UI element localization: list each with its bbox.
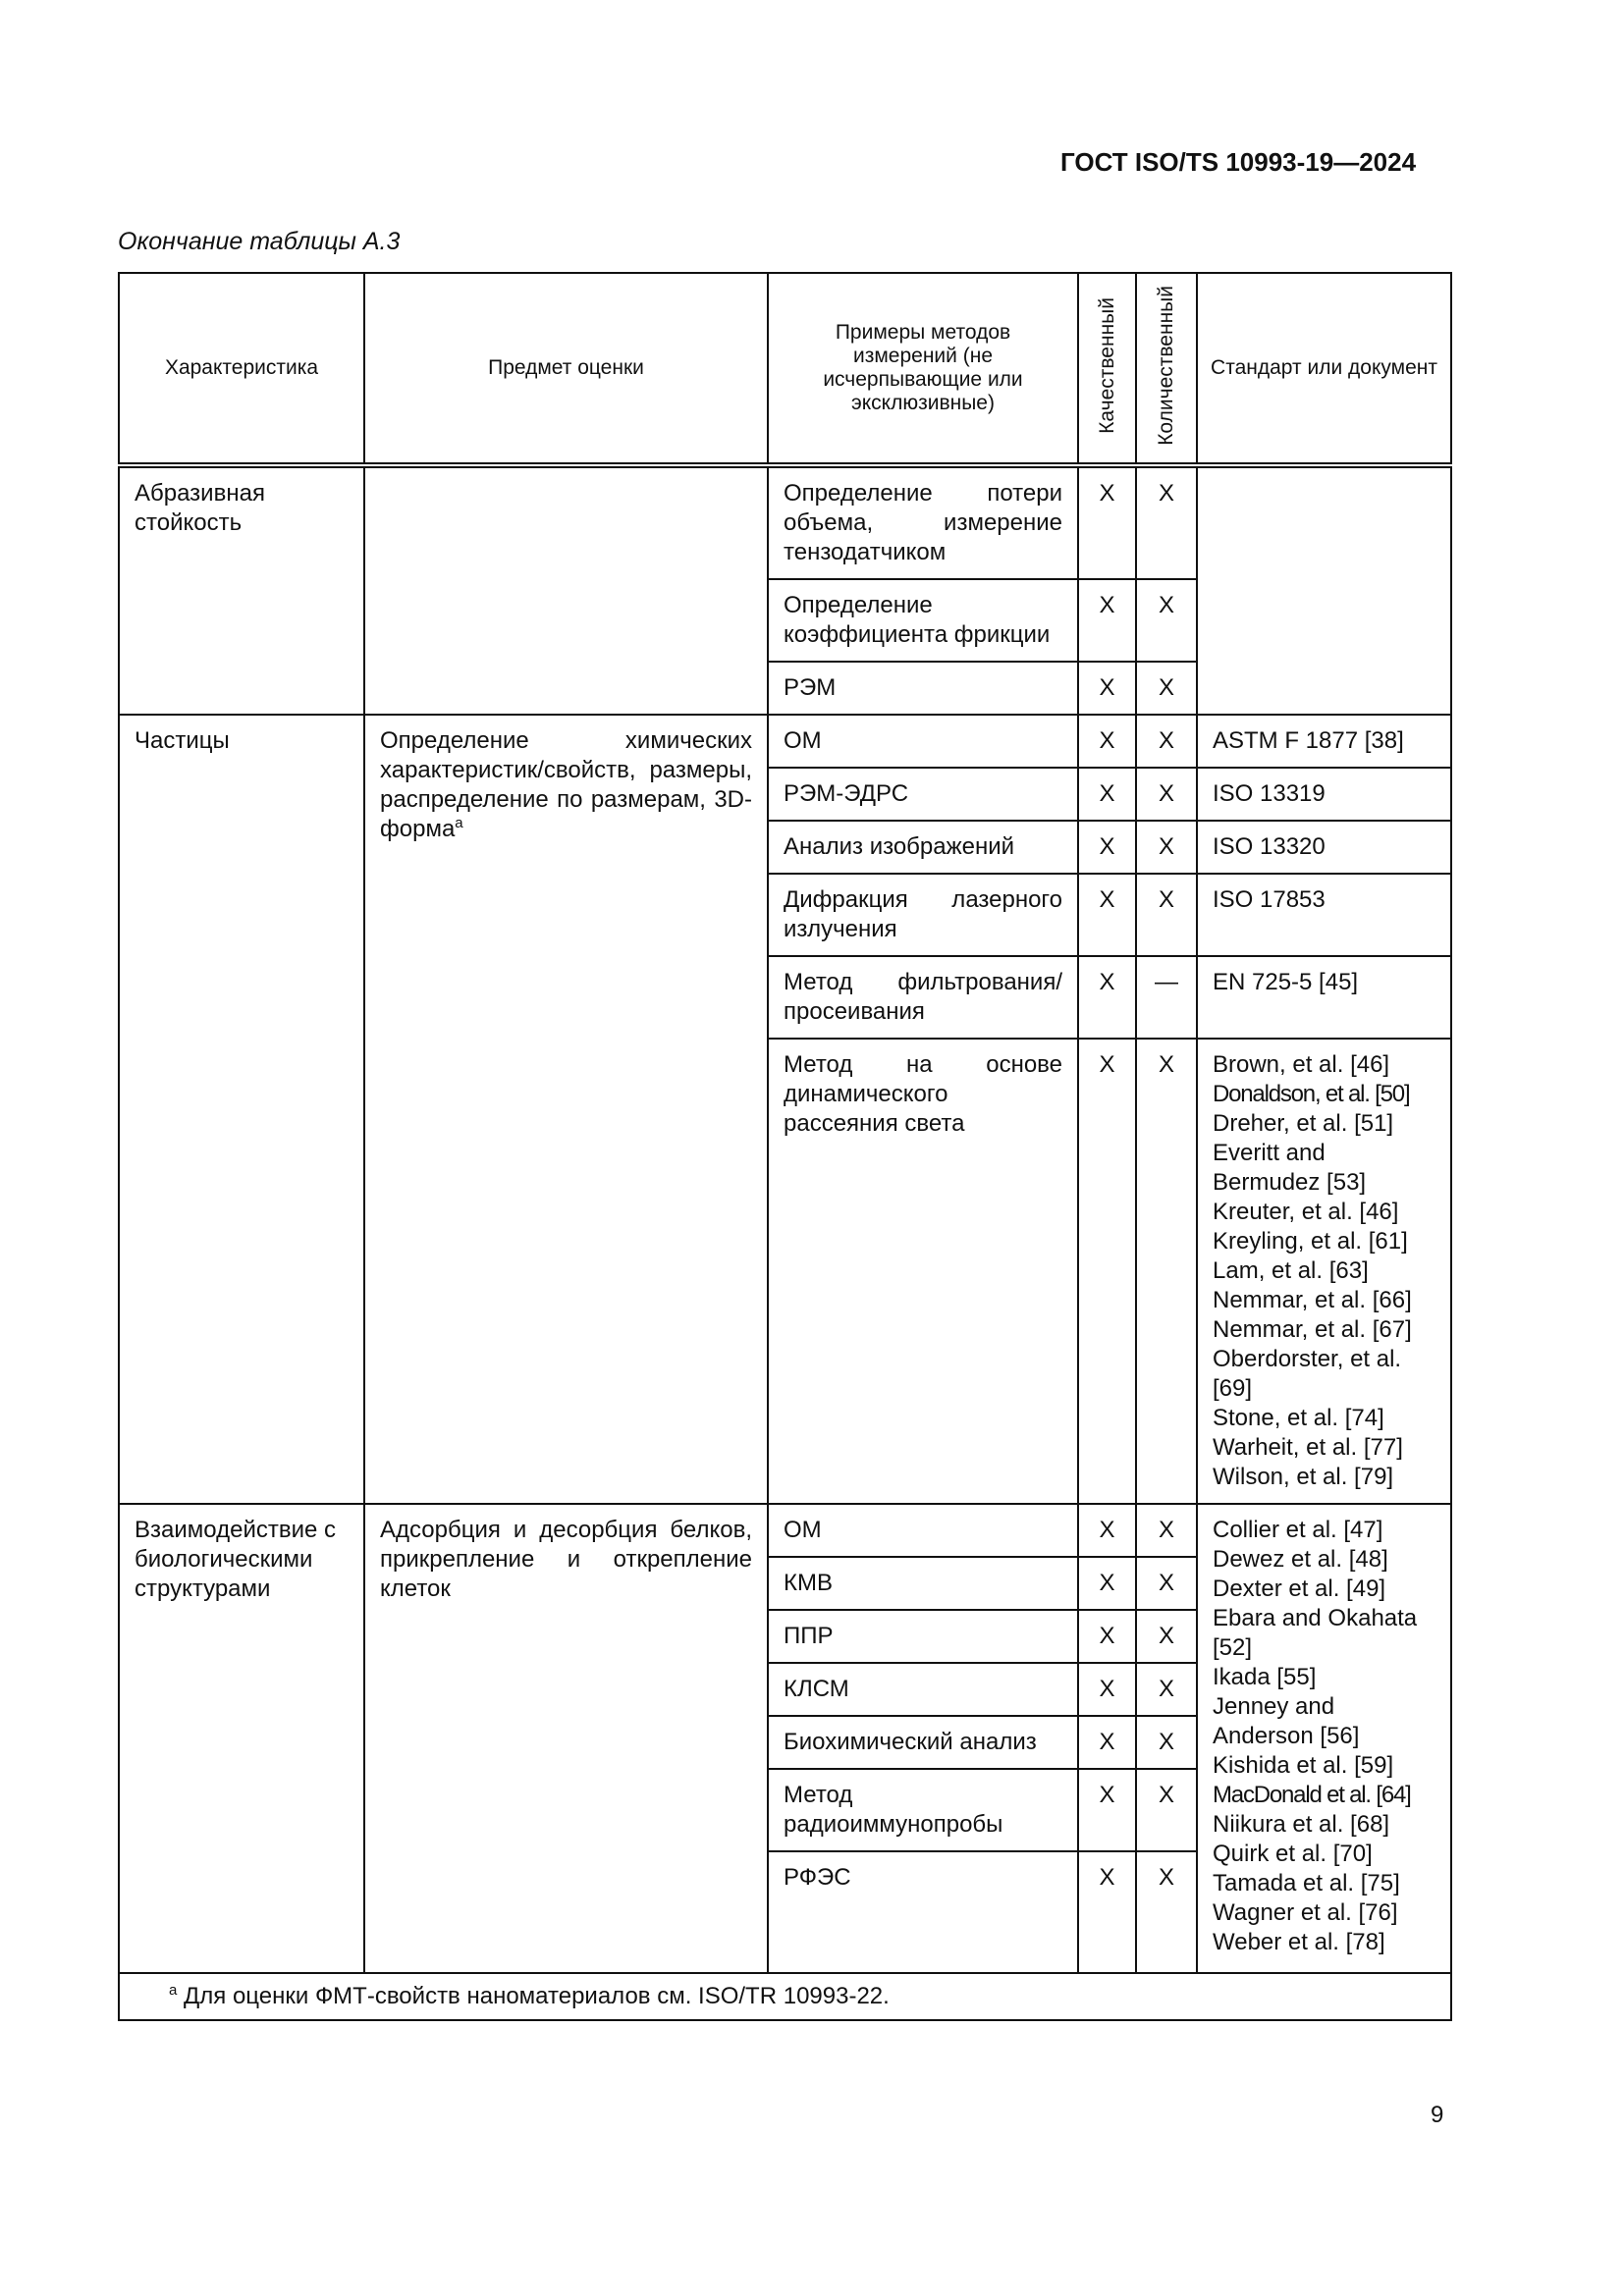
reference-item: Lam, et al. [63]: [1213, 1257, 1369, 1284]
col-header-qualitative-text: Качественный: [1095, 296, 1118, 434]
quantitative-mark: X: [1136, 821, 1197, 874]
quantitative-mark: X: [1136, 465, 1197, 579]
method-cell: Определение коэффициента фрикции: [768, 579, 1078, 662]
standard-cell: [1197, 465, 1451, 715]
method-cell: ППР: [768, 1610, 1078, 1663]
standard-cell: ASTM F 1877 [38]: [1197, 715, 1451, 768]
reference-item: Wilson, et al. [79]: [1213, 1464, 1394, 1490]
footnote-text: Для оценки ФМТ-свойств наноматериалов см. ISO/TR 10993-22.: [184, 1983, 890, 2009]
reference-item: Warheit, et al. [77]: [1213, 1434, 1403, 1461]
method-cell: РЭМ: [768, 662, 1078, 715]
reference-item: Weber et al. [78]: [1213, 1929, 1385, 1955]
reference-item: Brown, et al. [46]: [1213, 1051, 1390, 1078]
qualitative-mark: X: [1078, 1851, 1136, 1973]
reference-item: Kreyling, et al. [61]: [1213, 1228, 1408, 1255]
quantitative-mark: X: [1136, 1663, 1197, 1716]
reference-item: MacDonald et al. [64]: [1213, 1782, 1411, 1808]
quantitative-mark: X: [1136, 874, 1197, 956]
characteristic-cell: Абразивная стойкость: [119, 465, 364, 715]
reference-item: Dreher, et al. [51]: [1213, 1110, 1394, 1137]
reference-item: Niikura et al. [68]: [1213, 1811, 1390, 1838]
table-a3: [118, 272, 1452, 2021]
qualitative-mark: X: [1078, 768, 1136, 821]
reference-item: Ikada [55]: [1213, 1664, 1317, 1690]
table-row: [119, 715, 1451, 768]
method-cell: РЭМ-ЭДРС: [768, 768, 1078, 821]
qualitative-mark: X: [1078, 1610, 1136, 1663]
quantitative-mark: X: [1136, 1716, 1197, 1769]
table-header-row: [119, 273, 1451, 465]
standard-cell: ISO 17853: [1197, 874, 1451, 956]
method-cell: ОМ: [768, 715, 1078, 768]
method-cell: ОМ: [768, 1504, 1078, 1557]
col-header-quantitative-text: Количественный: [1155, 285, 1177, 446]
reference-item: Nemmar, et al. [67]: [1213, 1316, 1412, 1343]
subject-cell: [364, 465, 768, 715]
reference-item: Collier et al. [47]: [1213, 1517, 1383, 1543]
standard-cell: [1197, 1504, 1451, 1973]
reference-item: Kreuter, et al. [46]: [1213, 1199, 1399, 1225]
qualitative-mark: X: [1078, 1504, 1136, 1557]
qualitative-mark: X: [1078, 874, 1136, 956]
method-cell: Биохимический анализ: [768, 1716, 1078, 1769]
col-header-qualitative: [1078, 273, 1136, 465]
method-cell: Метод радиоиммунопробы: [768, 1769, 1078, 1851]
reference-item: Dewez et al. [48]: [1213, 1546, 1388, 1573]
qualitative-mark: X: [1078, 821, 1136, 874]
quantitative-mark: X: [1136, 715, 1197, 768]
reference-item: Dexter et al. [49]: [1213, 1575, 1386, 1602]
col-header-subject: Предмет оценки: [364, 273, 768, 465]
method-cell: КМВ: [768, 1557, 1078, 1610]
standard-cell: [1197, 1039, 1451, 1504]
qualitative-mark: X: [1078, 579, 1136, 662]
footnote-marker: а: [169, 1982, 178, 1999]
quantitative-mark: X: [1136, 579, 1197, 662]
method-cell: КЛСМ: [768, 1663, 1078, 1716]
table-row: [119, 1504, 1451, 1557]
col-header-standard: Стандарт или документ: [1197, 273, 1451, 465]
qualitative-mark: X: [1078, 715, 1136, 768]
reference-item: Jenney and Anderson [56]: [1213, 1693, 1360, 1749]
page-number: 9: [1431, 2102, 1444, 2128]
reference-item: Quirk et al. [70]: [1213, 1841, 1373, 1867]
reference-item: Tamada et al. [75]: [1213, 1870, 1400, 1896]
table-caption: Окончание таблицы А.3: [118, 228, 401, 255]
characteristic-cell: Частицы: [119, 715, 364, 1504]
subject-text: Определение химических характеристик/свойств, размеры, распределение по размерам, 3D-форма: [380, 727, 752, 842]
qualitative-mark: X: [1078, 1039, 1136, 1504]
col-header-quantitative: [1136, 273, 1197, 465]
qualitative-mark: X: [1078, 1557, 1136, 1610]
qualitative-mark: X: [1078, 465, 1136, 579]
characteristic-cell: Взаимодействие с биологическими структурами: [119, 1504, 364, 1973]
quantitative-mark: X: [1136, 1851, 1197, 1973]
quantitative-mark: X: [1136, 768, 1197, 821]
qualitative-mark: X: [1078, 1716, 1136, 1769]
qualitative-mark: X: [1078, 956, 1136, 1039]
reference-item: Ebara and Okahata [52]: [1213, 1605, 1418, 1661]
reference-item: Wagner et al. [76]: [1213, 1899, 1398, 1926]
method-cell: Дифракция лазерного излучения: [768, 874, 1078, 956]
col-header-methods: Примеры методов измерений (не исчерпывающие или эксклюзивные): [768, 273, 1078, 465]
table-footnote: [119, 1973, 1451, 2020]
subject-cell: [364, 715, 768, 1504]
col-header-characteristic: Характеристика: [119, 273, 364, 465]
reference-item: Nemmar, et al. [66]: [1213, 1287, 1412, 1313]
standard-cell: EN 725-5 [45]: [1197, 956, 1451, 1039]
footnote-marker: а: [455, 815, 463, 831]
qualitative-mark: X: [1078, 1769, 1136, 1851]
quantitative-mark: X: [1136, 1610, 1197, 1663]
reference-item: Everitt and Bermudez [53]: [1213, 1140, 1367, 1196]
quantitative-mark: X: [1136, 662, 1197, 715]
standard-cell: ISO 13319: [1197, 768, 1451, 821]
document-code: ГОСТ ISO/TS 10993-19—2024: [1060, 147, 1417, 177]
quantitative-mark: —: [1136, 956, 1197, 1039]
method-cell: Метод фильтрования/просеивания: [768, 956, 1078, 1039]
reference-item: Kishida et al. [59]: [1213, 1752, 1394, 1779]
reference-item: Stone, et al. [74]: [1213, 1405, 1384, 1431]
qualitative-mark: X: [1078, 662, 1136, 715]
method-cell: РФЭС: [768, 1851, 1078, 1973]
table-row: [119, 465, 1451, 579]
method-cell: Определение потери объема, измерение тензодатчиком: [768, 465, 1078, 579]
reference-item: Oberdorster, et al. [69]: [1213, 1346, 1402, 1402]
reference-item: Donaldson, et al. [50]: [1213, 1081, 1410, 1107]
quantitative-mark: X: [1136, 1769, 1197, 1851]
method-cell: Метод на основе динамического рассеяния света: [768, 1039, 1078, 1504]
quantitative-mark: X: [1136, 1557, 1197, 1610]
subject-cell: Адсорбция и десорбция белков, прикрепление и открепление клеток: [364, 1504, 768, 1973]
qualitative-mark: X: [1078, 1663, 1136, 1716]
table-footnote-row: [119, 1973, 1451, 2020]
quantitative-mark: X: [1136, 1504, 1197, 1557]
standard-cell: ISO 13320: [1197, 821, 1451, 874]
method-cell: Анализ изображений: [768, 821, 1078, 874]
quantitative-mark: X: [1136, 1039, 1197, 1504]
